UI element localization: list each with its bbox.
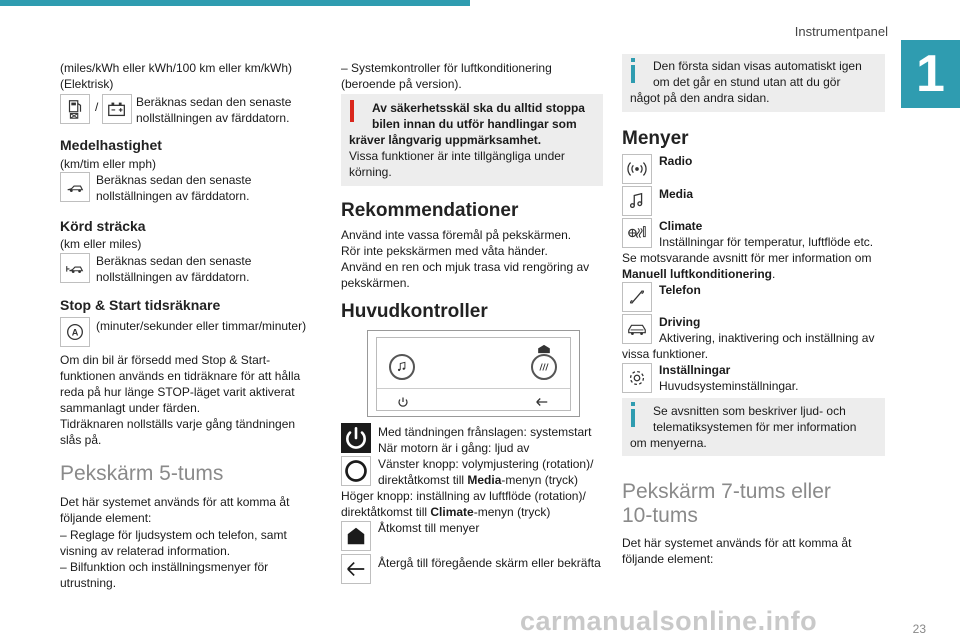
avg-speed-desc-line1: Beräknas sedan den senaste bbox=[96, 173, 252, 187]
right-knob-icon bbox=[531, 354, 557, 380]
screen5-line-6: utrustning. bbox=[60, 576, 117, 590]
warning-box bbox=[341, 94, 603, 186]
warning-bold-line3: kräver långvarig uppmärksamhet. bbox=[349, 133, 542, 147]
rec-line-2: Rör inte pekskärmen med våta händer. bbox=[341, 244, 548, 258]
systems-line1: – Systemkontroller för luftkonditionering bbox=[341, 61, 552, 75]
screen5-heading: Pekskärm 5-tums bbox=[60, 462, 224, 485]
running-header: Instrumentpanel bbox=[794, 24, 888, 39]
climate-icon bbox=[622, 218, 652, 248]
stop-start-heading: Stop & Start tidsräknare bbox=[60, 297, 221, 313]
distance-car-icon bbox=[60, 253, 90, 283]
warning-bold-line2: bilen innan du utför handlingar som bbox=[372, 117, 577, 131]
energy-desc-line1: Beräknas sedan den senaste bbox=[136, 95, 292, 109]
back-desc: Återgå till föregående skärm eller bekräfta bbox=[378, 556, 601, 570]
main-controls-heading: Huvudkontroller bbox=[341, 301, 488, 322]
radio-icon bbox=[622, 154, 652, 184]
panel-divider bbox=[377, 388, 570, 389]
home-icon bbox=[341, 521, 371, 551]
watermark: carmanualsonline.info bbox=[520, 606, 818, 636]
climate-desc-line3: Manuell luftkonditionering. bbox=[622, 267, 776, 281]
power-desc-line1: Med tändningen frånslagen: systemstart bbox=[378, 425, 592, 439]
info2-line2: telematiksystemen för mer information bbox=[653, 420, 857, 434]
rec-line-1: Använd inte vassa föremål på pekskärmen. bbox=[341, 228, 572, 242]
screen5-line-5: – Bilfunktion och inställningsmenyer för bbox=[60, 560, 269, 574]
info-icon-bar bbox=[631, 65, 635, 83]
warning-icon bbox=[350, 100, 354, 122]
knob-desc-line1: Vänster knopp: volymjustering (rotation)/ bbox=[378, 457, 594, 471]
svg-text:A: A bbox=[71, 327, 79, 338]
menu-settings-label: Inställningar bbox=[659, 363, 731, 377]
phone-icon bbox=[622, 282, 652, 312]
power-desc-line2: När motorn är i gång: ljud av bbox=[378, 441, 530, 455]
info-box-2 bbox=[622, 398, 885, 456]
menu-media-label: Media bbox=[659, 187, 694, 201]
fuel-consumption-icon bbox=[60, 94, 90, 124]
back-mini-icon bbox=[535, 395, 549, 407]
distance-heading: Körd sträcka bbox=[60, 218, 146, 234]
climate-desc-line1: Inställningar för temperatur, luftflöde etc. bbox=[659, 235, 874, 249]
stop-start-icon bbox=[60, 317, 90, 347]
avg-speed-unit: (km/tim eller mph) bbox=[60, 157, 157, 171]
info1-line1: Den första sidan visas automatiskt igen bbox=[653, 59, 862, 73]
screen5-line-1: Det här systemet används för att komma åt bbox=[60, 495, 290, 509]
info1-line3: något på den andra sidan. bbox=[630, 91, 770, 105]
header-accent-bar bbox=[0, 0, 470, 6]
gear-icon bbox=[622, 363, 652, 393]
distance-desc-line2: nollställningen av färddatorn. bbox=[96, 270, 250, 284]
page-number: 23 bbox=[912, 622, 926, 636]
info2-line1: Se avsnitten som beskriver ljud- och bbox=[653, 404, 846, 418]
screen7-heading-line1: Pekskärm 7-tums eller bbox=[622, 480, 831, 503]
stop-start-para-6: slås på. bbox=[60, 433, 102, 447]
systems-line2: (beroende på version). bbox=[341, 77, 462, 91]
driving-desc-line1: Aktivering, inaktivering och inställning av bbox=[659, 331, 875, 345]
home-desc: Åtkomst till menyer bbox=[378, 521, 480, 535]
avg-speed-heading: Medelhastighet bbox=[60, 137, 162, 153]
avg-speed-desc-line2: nollställningen av färddatorn. bbox=[96, 189, 250, 203]
energy-unit-line2: (Elektrisk) bbox=[60, 77, 114, 91]
screen5-line-4: visning av relaterad information. bbox=[60, 544, 231, 558]
menu-telefon-label: Telefon bbox=[659, 283, 701, 297]
stop-start-para-5: Tidräknaren nollställs varje gång tändningen bbox=[60, 417, 296, 431]
settings-desc: Huvudsysteminställningar. bbox=[659, 379, 799, 393]
info2-line3: om menyerna. bbox=[630, 436, 707, 450]
climate-desc-line2: Se motsvarande avsnitt för mer information om bbox=[622, 251, 872, 265]
stop-start-para-1: Om din bil är försedd med Stop & Start- bbox=[60, 353, 271, 367]
chapter-tab: 1 bbox=[901, 40, 960, 108]
home-mini-icon bbox=[537, 341, 551, 351]
driving-desc-line2: vissa funktioner. bbox=[622, 347, 709, 361]
menu-driving-label: Driving bbox=[659, 315, 701, 329]
knob-desc-line3: Höger knopp: inställning av luftflöde (rotation)/ bbox=[341, 489, 586, 503]
driving-car-icon bbox=[622, 314, 652, 344]
menu-climate-label: Climate bbox=[659, 219, 703, 233]
screen7-desc-line2: följande element: bbox=[622, 552, 714, 566]
menus-heading: Menyer bbox=[622, 128, 689, 149]
distance-desc-line1: Beräknas sedan den senaste bbox=[96, 254, 252, 268]
energy-unit-line1: (miles/kWh eller kWh/100 km eller km/kWh) bbox=[60, 61, 293, 75]
energy-desc-line2: nollställningen av färddatorn. bbox=[136, 111, 290, 125]
warning-line4: Vissa funktioner är inte tillgängliga under bbox=[349, 149, 565, 163]
rec-line-4: pekskärmen. bbox=[341, 276, 410, 290]
stop-start-para-3: reda på hur länge STOP-läget varit aktiverat bbox=[60, 385, 295, 399]
info-icon bbox=[631, 58, 635, 62]
info-box-1 bbox=[622, 54, 885, 112]
screen7-heading-line2: 10-tums bbox=[622, 504, 698, 527]
screen5-line-2: följande element: bbox=[60, 511, 152, 525]
warning-bold-line1: Av säkerhetsskäl ska du alltid stoppa bbox=[372, 101, 585, 115]
back-arrow-icon bbox=[341, 554, 371, 584]
left-knob-icon bbox=[389, 354, 415, 380]
media-icon bbox=[622, 186, 652, 216]
info-icon bbox=[631, 402, 635, 406]
recommendations-heading: Rekommendationer bbox=[341, 200, 519, 221]
knob-desc-line4: direktåtkomst till Climate-menyn (tryck) bbox=[341, 505, 551, 519]
screen7-desc-line1: Det här systemet används för att komma åt bbox=[622, 536, 852, 550]
stop-start-unit: (minuter/sekunder eller timmar/minuter) bbox=[96, 319, 307, 333]
distance-unit: (km eller miles) bbox=[60, 237, 142, 251]
warning-line5: körning. bbox=[349, 165, 392, 179]
stop-start-para-2: funktionen används en tidräknare för att hålla bbox=[60, 369, 301, 383]
knob-desc-line2: direktåtkomst till Media-menyn (tryck) bbox=[378, 473, 579, 487]
power-button-icon bbox=[341, 423, 371, 453]
info-icon-bar bbox=[631, 409, 635, 427]
control-panel-illustration bbox=[367, 330, 580, 417]
battery-consumption-icon bbox=[102, 94, 132, 124]
slash: / bbox=[95, 100, 99, 114]
knob-icon bbox=[341, 456, 371, 486]
info1-line2: om det går en stund utan att du gör bbox=[653, 75, 841, 89]
screen5-line-3: – Reglage för ljudsystem och telefon, samt bbox=[60, 528, 287, 542]
stop-start-para-4: sammanlagt under färden. bbox=[60, 401, 201, 415]
rec-line-3: Använd en ren och mjuk trasa vid rengöring av bbox=[341, 260, 590, 274]
power-mini-icon bbox=[397, 395, 409, 407]
menu-radio-label: Radio bbox=[659, 154, 693, 168]
speed-car-icon bbox=[60, 172, 90, 202]
